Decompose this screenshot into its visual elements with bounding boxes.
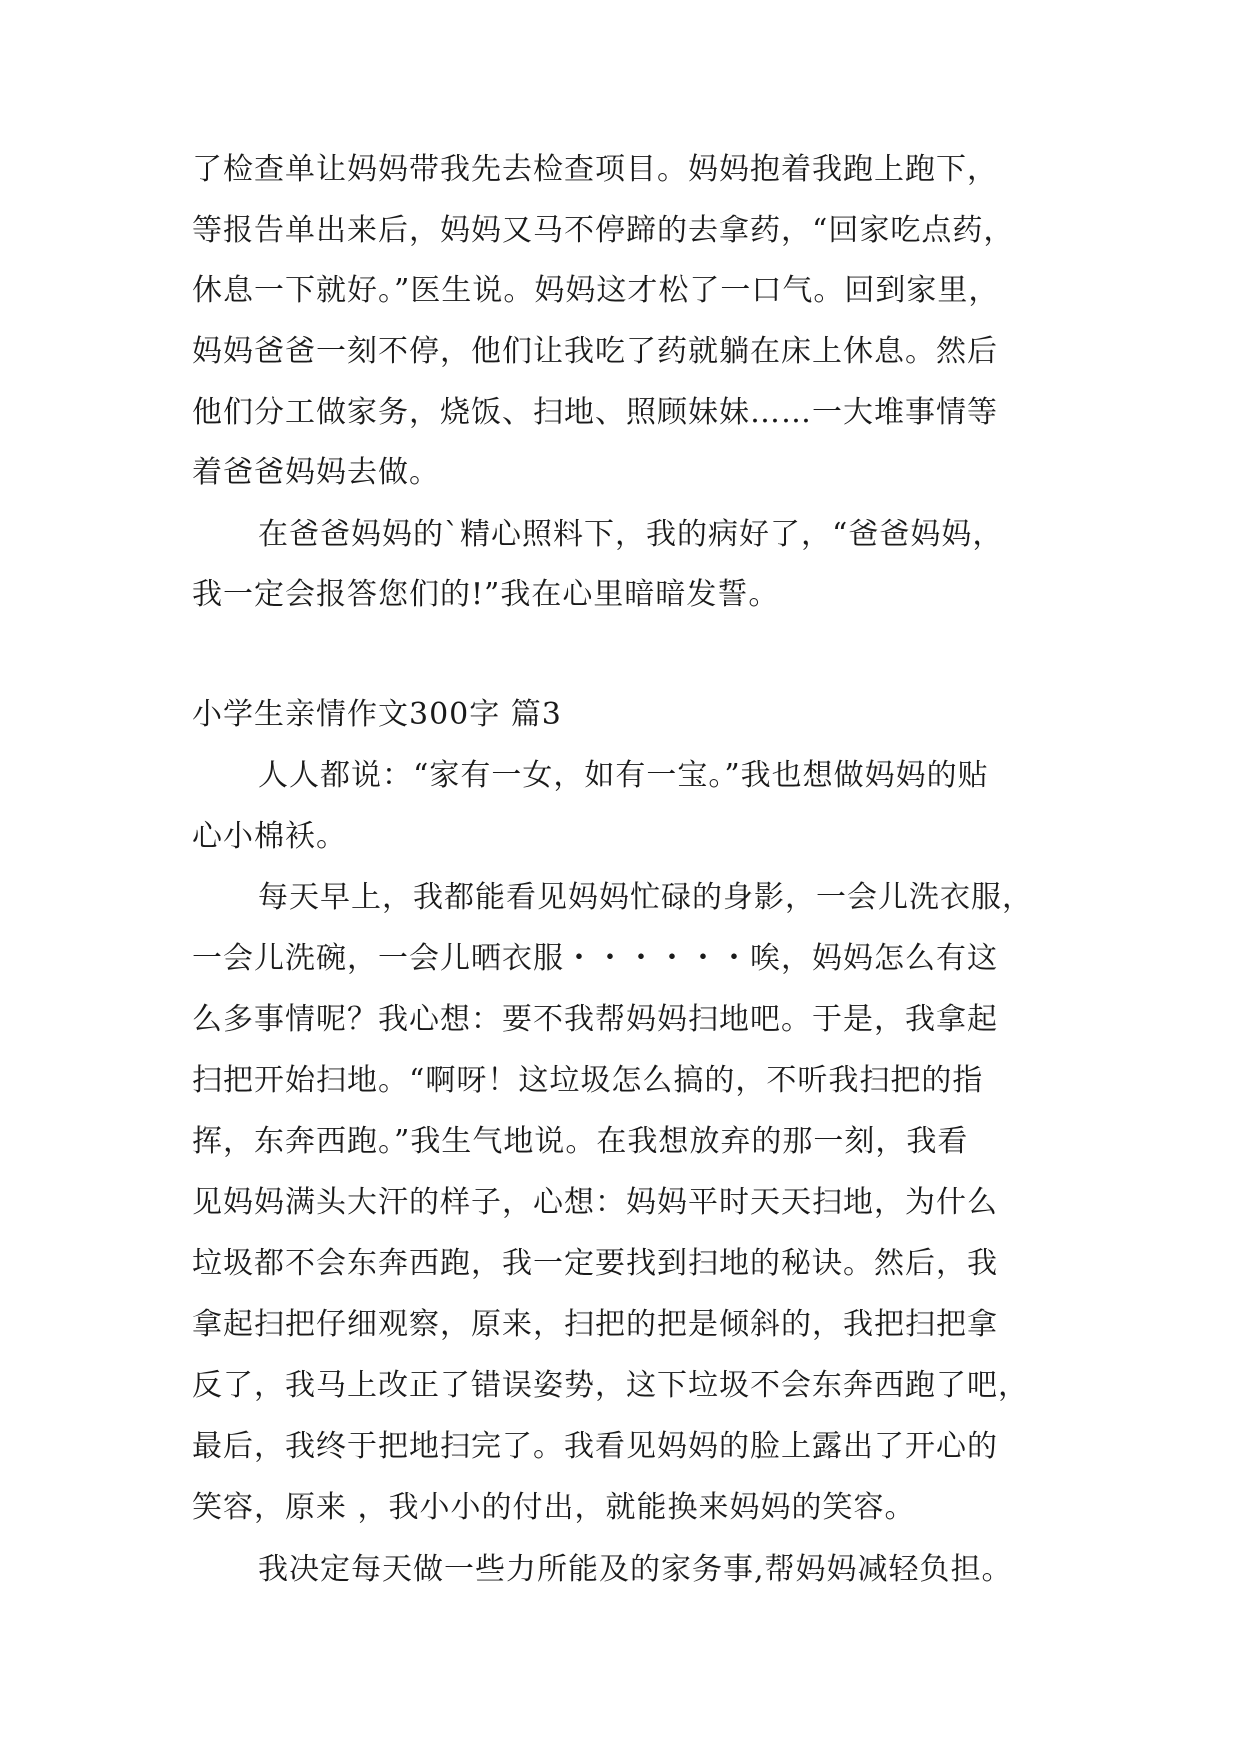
- text-line: 等报告单出来后，妈妈又马不停蹄的去拿药，“回家吃点药，: [192, 213, 1015, 248]
- text-line: 了检查单让妈妈带我先去检查项目。妈妈抱着我跑上跑下，: [192, 152, 998, 187]
- text-line: 笑容，原来 ，我小小的付出，就能换来妈妈的笑容。: [192, 1490, 916, 1525]
- text-line: 扫把开始扫地。“啊呀！这垃圾怎么搞的，不听我扫把的指: [192, 1063, 984, 1098]
- text-line: 么多事情呢？我心想：要不我帮妈妈扫地吧。于是，我拿起: [192, 1002, 998, 1037]
- text-line: 心小棉袄。: [192, 819, 347, 854]
- text-line: 每天早上，我都能看见妈妈忙碌的身影，一会儿洗衣服，: [258, 880, 1033, 915]
- text-line: 最后，我终于把地扫完了。我看见妈妈的脸上露出了开心的: [192, 1429, 998, 1464]
- text-line: 在爸爸妈妈的`精心照料下，我的病好了，“爸爸妈妈，: [258, 517, 1004, 552]
- text-line: 一会儿洗碗，一会儿晒衣服・・・・・・唉，妈妈怎么有这: [192, 941, 998, 976]
- text-line: 他们分工做家务，烧饭、扫地、照顾妹妹……一大堆事情等: [192, 395, 998, 430]
- text-line: 挥，东奔西跑。”我生气地说。在我想放弃的那一刻，我看: [192, 1124, 969, 1159]
- text-line: 休息一下就好。”医生说。妈妈这才松了一口气。回到家里，: [192, 273, 1000, 308]
- text-line: 垃圾都不会东奔西跑，我一定要找到扫地的秘诀。然后，我: [192, 1246, 998, 1281]
- text-line: 我一定会报答您们的!”我在心里暗暗发誓。: [192, 577, 780, 612]
- text-line: 拿起扫把仔细观察，原来，扫把的把是倾斜的，我把扫把拿: [192, 1307, 998, 1342]
- text-line: 反了，我马上改正了错误姿势，这下垃圾不会东奔西跑了吧，: [192, 1368, 1029, 1403]
- text-line: 人人都说：“家有一女，如有一宝。”我也想做妈妈的贴: [258, 758, 989, 793]
- text-line: 见妈妈满头大汗的样子，心想：妈妈平时天天扫地，为什么: [192, 1185, 998, 1220]
- text-line: 我决定每天做一些力所能及的家务事,帮妈妈减轻负担。: [258, 1552, 1013, 1587]
- text-line: 着爸爸妈妈去做。: [192, 455, 440, 490]
- section-heading: 小学生亲情作文300字 篇3: [192, 697, 562, 732]
- text-line: 妈妈爸爸一刻不停，他们让我吃了药就躺在床上休息。然后: [192, 334, 998, 369]
